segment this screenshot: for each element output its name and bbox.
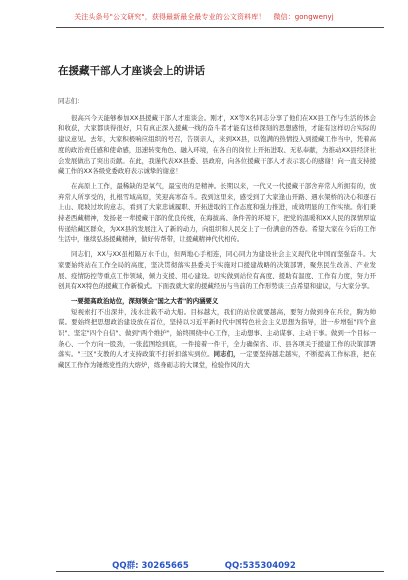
top-divider — [56, 27, 384, 28]
section-1-text-c: 一定要坚持越走越实，不断提高工作标准，把在藏区工作作为锤炼党性的大熔炉，练身砺志的大课堂，检验作风的大 — [58, 350, 376, 370]
top-banner — [0, 12, 408, 22]
footer-contact — [0, 559, 408, 571]
section-1-body — [58, 307, 376, 371]
section-1-text-a: 短视索打不出深井，浅水注载不动大船。 — [71, 307, 191, 316]
paragraph-2: 在高原上工作，最稀缺的是氧气，最宝贵的是精神。长期以来，一代又一代援藏干部舍弃常人所拥有的，放弃常人所享受的，扎根雪域高原，笑迎高寒奋斗。我到这里来，感受到了大家逢山开路、遇水架桥的决心和逐石上山、爬坡过坎的意志，看到了大家忠诚履职、开拓进取的工作态度和强力推进，成效明显的工作实绩。你们秉持老西藏精神，发扬老一辈援藏干部的优良传统，在海拔高、条件苦的环境下，把党的温暖和XX人民的深情厚谊传递给藏区群众，为XX县的发展注入了新的动力，向组织和人民交上了一份满意的答卷。希望大家在今后的工作生活中，继续弘扬援藏精神，做好传帮带，让援藏精神代代相传。 — [58, 181, 376, 244]
footer-qq: QQ:535304092 — [224, 561, 296, 571]
greeting: 同志们： — [58, 97, 84, 105]
banner-promo: 关注头条号"公文研究"，获得最新最全最专业的公文资料库！ — [74, 13, 266, 21]
bottom-divider — [56, 571, 384, 572]
document-title: 在援藏干部人才座谈会上的讲话 — [58, 65, 205, 77]
document-body — [58, 96, 376, 371]
banner-wechat: 微信：gongwenyj — [273, 13, 334, 21]
paragraph-3: 同志们，XX与XX虽相隔万水千山，但两地心手相连，同心同力为建设社会主义现代化中国而坚强奋斗。大家要始终站在工作全局的高度，坚决贯彻落实县委关于实施对口援建战略的决策部署，聚焦民生改善、产业发展、疫情防控等重点工作领域，倾力支援、用心建设。切实做到站位有高度、援助有温度、工作有力度，努力开创具有XX特色的援藏工作新模式。下面我就大家的援藏经历与当前的工作形势谈三点希望和建议，与大家分享。 — [58, 250, 376, 291]
footer-qq-group: QQ群: 30265665 — [112, 561, 189, 571]
section-heading-1: 一要提高政治站位，深刻领会"国之大者"的内涵要义 — [71, 296, 219, 305]
paragraph-1: 很高兴今天能够参加XX县援藏干部人才座谈会。刚才，XX等X名同志分享了他们在XX县工作与生活的体会和收获，大家都谈得很好，只有真正深入援藏一线的奋斗者才能有这样深刻的思想感悟，才能有这样切合实际的建议意见。去年，大家积极响应组织的号召，告别亲人，来到XX县，以饱满的热情投入到援藏工作当中，凭着高度的政治责任感和使命感，迅速转变角色、融入环境，在各自的岗位上开拓进取、无私奉献，为推动XX县经济社会发展做出了突出贡献。在此，我谨代表XX县委、县政府，向各位援藏干部人才表示衷心的感谢！向一直支持援藏工作的XX各级党委政府表示诚挚的谢意！ — [58, 113, 376, 176]
section-1-bold: 同志们， — [213, 350, 240, 359]
section-1-text-b: 目标越大，我们的站位就要越高，要努力做到身在兵位，胸为帅谋。要始终把思想政治建设放在首位，坚持以习近平新时代中国特色社会主义思想为指导，进一步增强"四个意识"、坚定"四个自信"、做到"两个维护"，始终围绕中心工作，主动想事、主动谋事、主动干事。做到一个目标一条心、一个方向一股劲，一张蓝图绘到底，一件接着一件干，全力确保省、市、县各项关于援建工作的决策部署落实。"三区"支教的人才支持政策不打折扣落实到位。 — [58, 307, 377, 359]
